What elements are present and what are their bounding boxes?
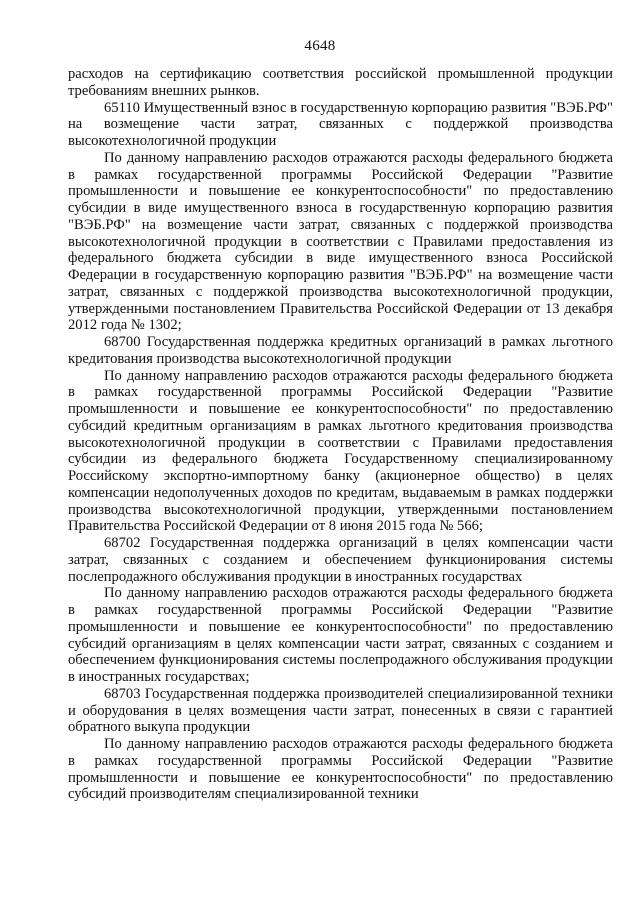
section-heading-68700: 68700 Государственная поддержка кредитных организаций в рамках льготного кредитования производства высокотехнологичной продукции [68, 334, 613, 367]
body-text [68, 66, 613, 803]
page-number: 4648 [304, 38, 336, 54]
paragraph-68702-description: По данному направлению расходов отражаются расходы федерального бюджета в рамках государственной программы Российской Федерации "Развитие промышленности и повышение ее конкурентоспособности" по предоставлению субсидий организациям в целях компенсации части затрат, связанных с созданием и обеспечением функционирования системы послепродажного обслуживания продукции в иностранных государствах; [68, 585, 613, 685]
paragraph-65110-description: По данному направлению расходов отражаются расходы федерального бюджета в рамках государственной программы Российской Федерации "Развитие промышленности и повышение ее конкурентоспособности" по предоставлению субсидии в виде имущественного взноса в государственную корпорацию развития "ВЭБ.РФ" на возмещение части затрат, связанных с поддержкой производства высокотехнологичной продукции в соответствии с Правилами предоставления из федерального бюджета субсидии в виде имущественного взноса Российской Федерации в государственную корпорацию развития "ВЭБ.РФ" на возмещение части затрат, связанных с поддержкой производства высокотехнологичной продукции, утвержденными постановлением Правительства Российской Федерации от 13 декабря 2012 года № 1302; [68, 149, 613, 334]
paragraph-68700-description: По данному направлению расходов отражаются расходы федерального бюджета в рамках государственной программы Российской Федерации "Развитие промышленности и повышение ее конкурентоспособности" по предоставлению субсидий кредитным организациям в рамках льготного кредитования производства высокотехнологичной продукции в соответствии с Правилами предоставления субсидии из федерального бюджета Государственному специализированному Российскому экспортно-импортному банку (акционерное общество) в целях компенсации недополученных доходов по кредитам, выдаваемым в рамках поддержки производства высокотехнологичной продукции, утвержденными постановлением Правительства Российской Федерации от 8 июня 2015 года № 566; [68, 367, 613, 535]
paragraph-68703-description: По данному направлению расходов отражаются расходы федерального бюджета в рамках государственной программы Российской Федерации "Развитие промышленности и повышение ее конкурентоспособности" по предоставлению субсидий производителям специализированной техники [68, 736, 613, 803]
paragraph-continuation: расходов на сертификацию соответствия российской промышленной продукции требованиям внешних рынков. [68, 66, 613, 99]
section-heading-65110: 65110 Имущественный взнос в государственную корпорацию развития "ВЭБ.РФ" на возмещение части затрат, связанных с поддержкой производства высокотехнологичной продукции [68, 99, 613, 149]
section-heading-68703: 68703 Государственная поддержка производителей специализированной техники и оборудования в целях возмещения части затрат, понесенных в связи с гарантией обратного выкупа продукции [68, 685, 613, 736]
section-heading-68702: 68702 Государственная поддержка организаций в целях компенсации части затрат, связанных с созданием и обеспечением функционирования системы послепродажного обслуживания продукции в иностранных государствах [68, 535, 613, 585]
